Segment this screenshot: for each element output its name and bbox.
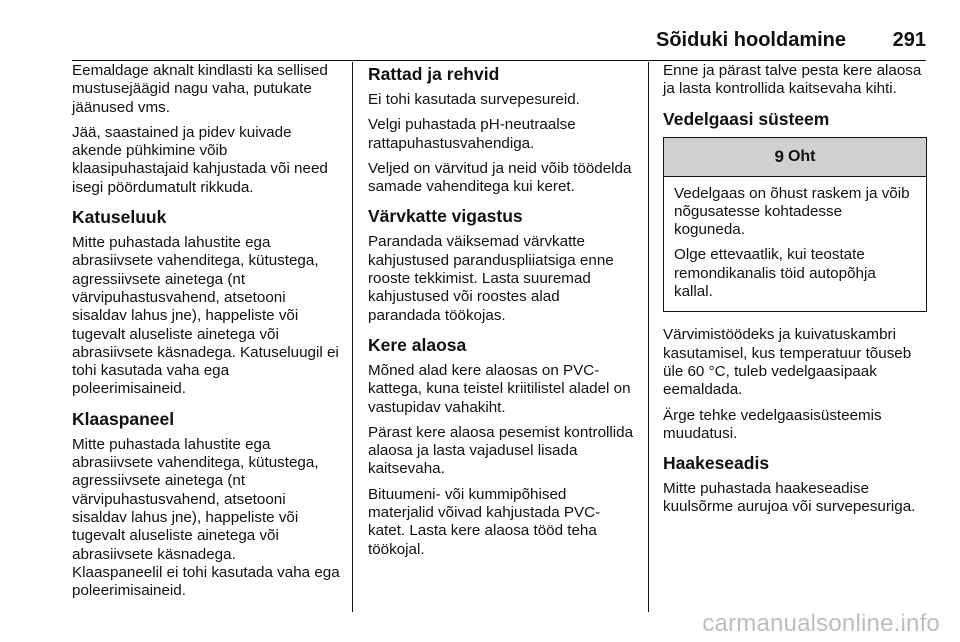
column-divider xyxy=(648,62,649,612)
paragraph: Mõned alad kere alaosas on PVC-kattega, kuna teistel kriitilistel aladel on vastupidav vahakiht. xyxy=(368,361,631,416)
paragraph: Mitte puhastada lahustite ega abrasiivsete vahenditega, kütustega, agressiivsete ainetega (nt värvipuhastusvahend, atsetooni sisaldav lahus jne), happeliste või tugevalt aluseliste ainetega või abrasiivsete käsnadega. Katuseluugil ei tohi kasutada vaha ega poleerimisaineid. xyxy=(72,234,339,398)
warning-icon: 9 xyxy=(774,146,784,166)
heading-vedelgaasi-susteem: Vedelgaasi süsteem xyxy=(663,108,830,129)
paragraph: Klaaspaneelil ei tohi kasutada vaha ega poleerimisaineid. xyxy=(72,563,340,600)
paragraph: Veljed on värvitud ja neid võib töödelda samade vahenditega kui keret. xyxy=(368,159,632,196)
paragraph: Ei tohi kasutada survepesureid. xyxy=(368,91,580,108)
page-number: 291 xyxy=(892,29,926,51)
warning-box xyxy=(663,137,927,313)
section-title: Sõiduki hooldamine xyxy=(655,29,846,51)
paragraph: Ärge tehke vedelgaasisüsteemis muudatusi. xyxy=(663,406,882,442)
heading-katuseluuk: Katuseluuk xyxy=(72,207,167,228)
column-left xyxy=(72,62,344,607)
column-divider xyxy=(352,62,353,612)
paragraph: Parandada väiksemad värvkatte kahjustused paranduspliiatsiga enne rooste tekkimist. Lasta suuremad kahjustused või roostes alad parandada töökojas. xyxy=(368,233,614,324)
warning-header xyxy=(664,138,926,177)
paragraph: Pärast kere alaosa pesemist kontrollida alaosa ja lasta vajadusel lisada kaitsevaha. xyxy=(368,423,634,478)
paragraph: Bituumeni- või kummipõhised materjalid võivad kahjustada PVC-katet. Lasta kere alaosa tööd teha töökojal. xyxy=(368,485,601,558)
paragraph: Värvimistöödeks ja kuivatuskambri kasutamisel, kus temperatuur tõuseb üle 60 °C, tuleb vedelgaasipaak eemaldada. xyxy=(663,326,912,399)
watermark: carmanualsonline.info xyxy=(702,610,940,637)
heading-rattad-ja-rehvid: Rattad ja rehvid xyxy=(368,64,500,84)
paragraph: Velgi puhastada pH-neutraalse rattapuhastusvahendiga. xyxy=(368,116,576,152)
paragraph: Eemaldage aknalt kindlasti ka sellised mustusejäägid nagu vaha, putukate jäänused vms. xyxy=(72,62,328,116)
paragraph: Mitte puhastada lahustite ega abrasiivsete vahenditega, kütustega, agressiivsete ainetega (nt värvipuhastusvahend, atsetooni sisaldav lahus jne), happeliste või tugevalt aluseliste ainetega või abrasiivsete käsnadega. xyxy=(72,435,319,563)
paragraph: Olge ettevaatlik, kui teostate remondikanalis töid autopõhja kallal. xyxy=(674,246,876,301)
paragraph: Enne ja pärast talve pesta kere alaosa ja lasta kontrollida kaitsevaha kihti. xyxy=(663,62,922,98)
heading-varvkatte-vigastus: Värvkatte vigastus xyxy=(368,206,523,227)
paragraph: Mitte puhastada haakeseadise kuulsõrme aurujoa või survepesuriga. xyxy=(663,480,916,516)
heading-klaaspaneel: Klaaspaneel xyxy=(72,408,175,429)
heading-kere-alaosa: Kere alaosa xyxy=(368,334,467,355)
warning-body xyxy=(664,177,926,312)
warning-title: Oht xyxy=(787,147,816,165)
page-header xyxy=(72,26,926,61)
heading-haakeseadis: Haakeseadis xyxy=(663,453,770,474)
column-right xyxy=(663,62,927,524)
column-middle xyxy=(368,62,636,566)
paragraph: Vedelgaas on õhust raskem ja võib nõgusatesse kohtadesse koguneda. xyxy=(674,184,910,239)
paragraph: Jää, saastained ja pidev kuivade akende pühkimine võib klaasipuhastajaid kahjustada või need isegi pöördumatult rikkuda. xyxy=(72,123,328,196)
